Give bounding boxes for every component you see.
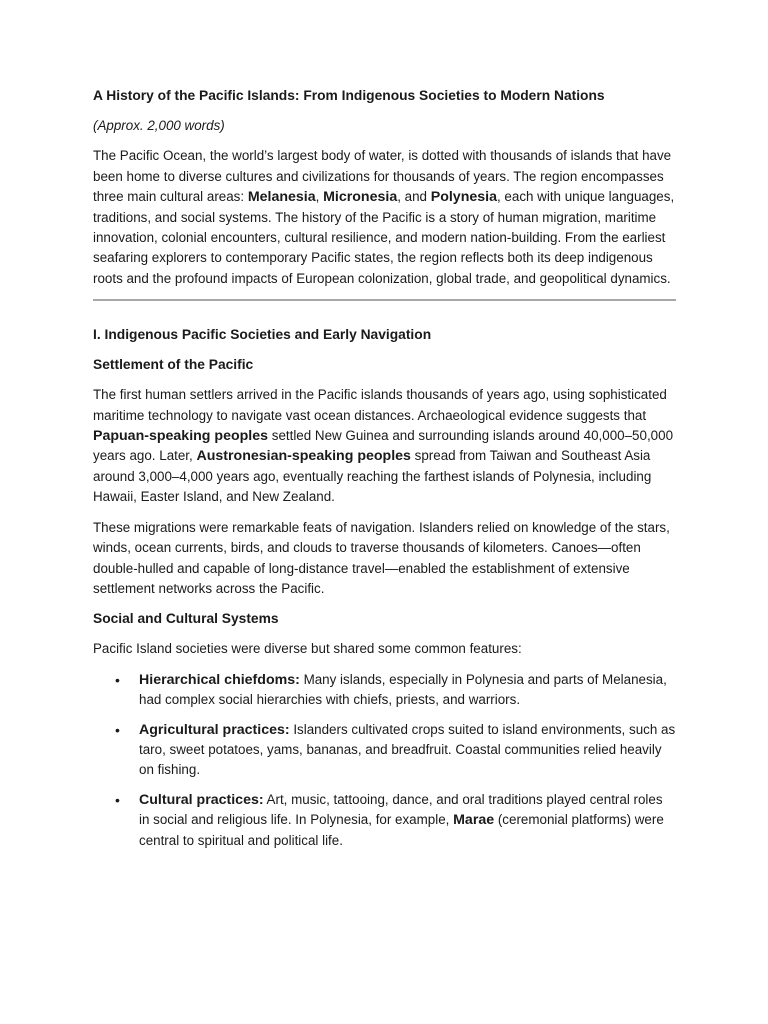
- bullet-glyph: •: [115, 671, 120, 688]
- list-item-text: Islanders cultivated crops suited to island environments, such as taro, sweet potatoes, yams, bananas, and breadfruit. Coastal communities relied heavily on fishing.: [139, 721, 676, 778]
- social-intro-paragraph: Pacific Island societies were diverse but shared some common features:: [93, 641, 522, 657]
- list-item-text-2: (ceremonial platforms) were central to spiritual and political life.: [139, 812, 664, 848]
- bullet-glyph: •: [115, 721, 120, 738]
- settlement-text-1: The first human settlers arrived in the Pacific islands thousands of years ago, using sophisticated maritime technology to navigate vast ocean distances. Archaeological evidence suggests that: [93, 387, 667, 423]
- settlement-text-2: settled New Guinea and surrounding islands around 40,000–50,000 years ago. Later,: [93, 428, 674, 464]
- horizontal-divider: [93, 299, 676, 301]
- subheading-social-cultural: Social and Cultural Systems: [93, 611, 279, 627]
- bullet-glyph: •: [115, 791, 120, 808]
- term-papuan: Papuan-speaking peoples: [93, 428, 269, 445]
- subheading-settlement: Settlement of the Pacific: [93, 357, 254, 373]
- intro-text-4: , each with unique languages, traditions, and social systems. The history of the Pacific is a story of human migration, maritime innovation, colonial encounters, cultural resilience, and modern nation-building. From the earliest seafaring explorers to contemporary Pacific states, the region reflects both its deep indigenous roots and the profound impacts of European colonization, global trade, and geopolitical dynamics.: [93, 189, 675, 286]
- list-item: [93, 670, 676, 711]
- settlement-text-3: spread from Taiwan and Southeast Asia around 3,000–4,000 years ago, eventually reaching the farthest islands of Polynesia, including Hawaii, Easter Island, and New Zealand.: [93, 448, 652, 505]
- intro-paragraph: [93, 146, 676, 289]
- document-title: A History of the Pacific Islands: From Indigenous Societies to Modern Nations: [93, 88, 605, 103]
- settlement-paragraph-2: These migrations were remarkable feats of navigation. Islanders relied on knowledge of the stars, winds, ocean currents, birds, and clouds to traverse thousands of kilometers. Canoes—often double-hulled and capable of long-distance travel—enabled the establishment of extensive settlement networks across the Pacific.: [93, 519, 670, 596]
- term-marae: Marae: [453, 812, 495, 829]
- list-item-label: Cultural practices:: [139, 791, 264, 808]
- list-item-text: Art, music, tattooing, dance, and oral traditions played central roles in social and religious life. In Polynesia, for example,: [139, 791, 663, 828]
- list-item: [93, 720, 676, 781]
- list-item: [93, 790, 676, 851]
- list-item-text: Many islands, especially in Polynesia and parts of Melanesia, had complex social hierarchies with chiefs, priests, and warriors.: [139, 671, 667, 708]
- list-item-label: Agricultural practices:: [139, 721, 290, 738]
- intro-text-3: , and: [397, 189, 431, 205]
- features-bullet-list: [93, 670, 676, 851]
- term-micronesia: Micronesia: [323, 189, 398, 206]
- intro-text-2: ,: [315, 189, 324, 205]
- document-body: [93, 86, 676, 860]
- settlement-paragraph-1: [93, 385, 676, 507]
- term-melanesia: Melanesia: [247, 189, 316, 206]
- term-austronesian: Austronesian-speaking peoples: [196, 448, 411, 465]
- intro-text-1: The Pacific Ocean, the world’s largest body of water, is dotted with thousands of islands that have been home to diverse cultures and civilizations for thousands of years. The region encompasses three main cultural areas:: [93, 148, 672, 205]
- list-item-label: Hierarchical chiefdoms:: [139, 671, 300, 688]
- document-subtitle: (Approx. 2,000 words): [93, 118, 225, 133]
- section-heading-indigenous: I. Indigenous Pacific Societies and Early Navigation: [93, 327, 432, 343]
- term-polynesia: Polynesia: [430, 189, 497, 206]
